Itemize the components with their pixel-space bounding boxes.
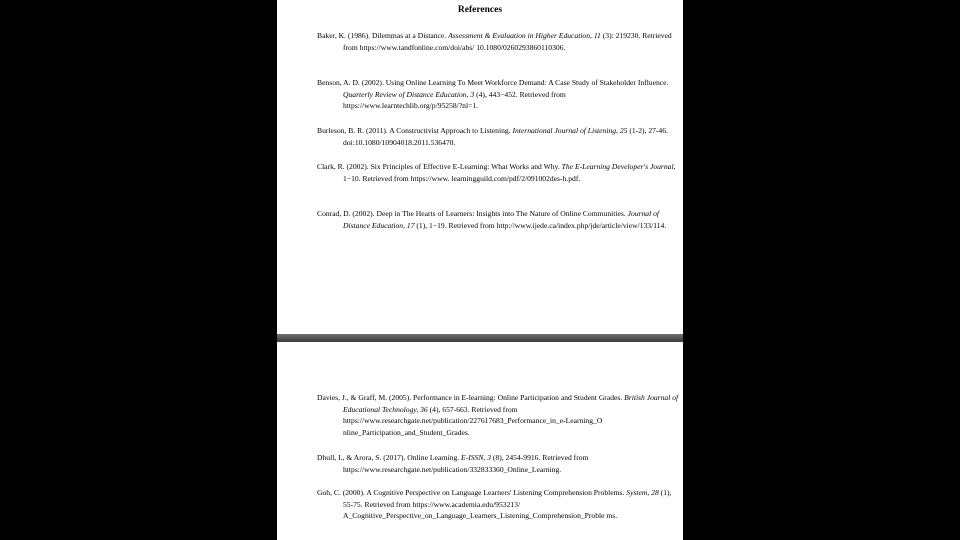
references-heading: References bbox=[457, 5, 503, 15]
reference-entry: Clark, R. (2002). Six Principles of Effective E-Learning: What Works and Why. The E-Learning Developer's Journal, 1−10. Retrieved from https://www. learningguild.com/pdf/2/091002des-h.pdf. bbox=[317, 162, 676, 183]
reference-entry: Baker, K. (1986). Dilemmas at a Distance. Assessment & Evaluation in Higher Education, 11 (3): 219230. Retrieved from https://www.tandfonline.com/doi/abs/ 10.1080/0260293860110306. bbox=[317, 31, 672, 52]
reference-entry: Burleson, B. R. (2011). A Constructivist Approach to Listening. International Journal of Listening, 25 (1-2), 27-46. doi:10.1080/10904018.2011.536470. bbox=[317, 126, 668, 147]
document-page-1 bbox=[277, 0, 683, 334]
reference-entry: Dhull, I., & Arora, S. (2017). Online Learning. E-ISSN, 3 (8), 2454-9916. Retrieved from https://www.researchgate.net/publication/332833360_Online_Learning. bbox=[317, 453, 589, 474]
document-page-2 bbox=[277, 342, 683, 540]
reference-entry: Davies, J., & Graff, M. (2005). Performance in E-learning: Online Participation and Student Grades. British Journal of Educational Technology, 36 (4), 657-663. Retrieved from https://www.researchgate.net/publication/227617683_Performance_in_e-Learning_O nline_Participation_and_Student_Grades. bbox=[317, 393, 679, 437]
reference-entry: Benson, A. D. (2002). Using Online Learning To Meet Workforce Demand: A Case Study of Stakeholder Influence. Quarterly Review of Distance Education, 3 (4), 443−452. Retrieved from https://www.learntechlib.org/p/95258/?nl=1. bbox=[317, 78, 669, 111]
page-separator bbox=[277, 334, 683, 342]
reference-entry: Goh, C. (2000). A Cognitive Perspective on Language Learners' Listening Comprehension Problems. System, 28 (1), 55-75. Retrieved from https://www.academia.edu/953213/ A_Cognitive_Perspective_on_Language_Learners_Listening_Comprehension_Proble ms. bbox=[317, 488, 672, 521]
reference-entry: Conrad, D. (2002). Deep in The Hearts of Learners: Insights into The Nature of Online Communities. Journal of Distance Education, 17 (1), 1−19. Retrieved from http://www.ijede.ca/index.php/jde/article/view/133/114. bbox=[317, 209, 667, 230]
